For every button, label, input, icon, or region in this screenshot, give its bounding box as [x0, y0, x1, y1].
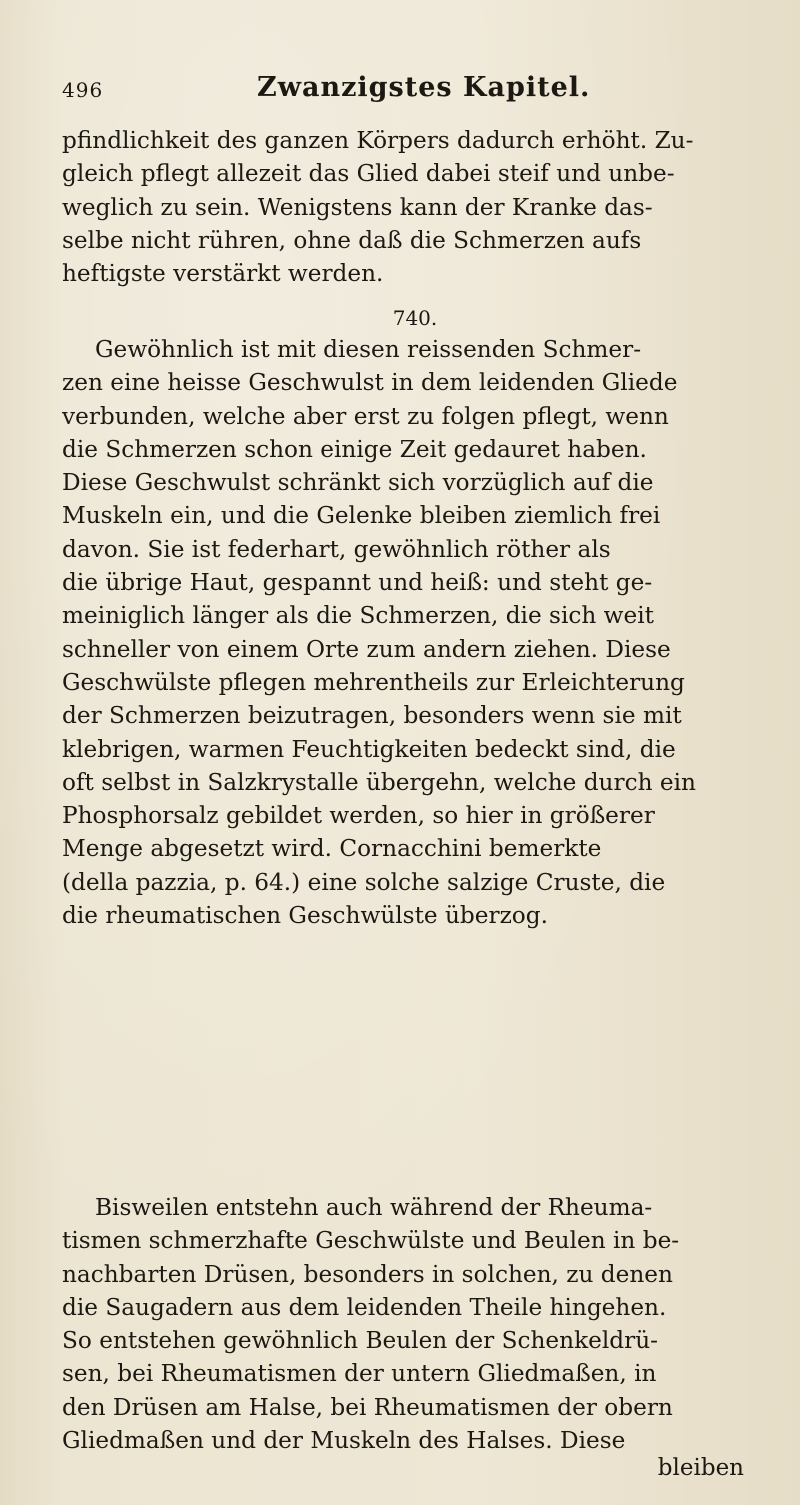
paragraph-2: [62, 333, 782, 932]
text-line: die Saugadern aus dem leidenden Theile hingehen.: [62, 1293, 667, 1321]
text-line: verbunden, welche aber erst zu folgen pflegt, wenn: [62, 402, 669, 430]
text-line: Gewöhnlich ist mit diesen reissenden Schmer-: [95, 336, 642, 363]
catchword: bleiben: [657, 1455, 744, 1481]
text-line: So entstehen gewöhnlich Beulen der Schenkeldrü-: [62, 1327, 658, 1355]
text-line: sen, bei Rheumatismen der untern Gliedmaßen, in: [62, 1360, 657, 1388]
text-line: schneller von einem Orte zum andern ziehen. Diese: [62, 635, 671, 663]
text-line: der Schmerzen beizutragen, besonders wenn sie mit: [62, 702, 682, 730]
paragraph-1: [62, 124, 782, 290]
page-header: [62, 72, 760, 112]
text-line: pfindlichkeit des ganzen Körpers dadurch erhöht. Zu-: [62, 127, 694, 154]
text-line: meiniglich länger als die Schmerzen, die sich weit: [62, 602, 654, 630]
text-line: klebrigen, warmen Feuchtigkeiten bedeckt sind, die: [62, 735, 676, 763]
text-line: selbe nicht rühren, ohne daß die Schmerzen aufs: [62, 226, 642, 254]
text-line: nachbarten Drüsen, besonders in solchen, zu denen: [62, 1260, 673, 1288]
text-line: zen eine heisse Geschwulst in dem leidenden Gliede: [62, 369, 678, 397]
text-line: Gliedmaßen und der Muskeln des Halses. Diese: [62, 1427, 626, 1455]
paragraph-3: [62, 1191, 782, 1457]
text-line: Muskeln ein, und die Gelenke bleiben ziemlich frei: [62, 502, 661, 530]
text-line: gleich pflegt allezeit das Glied dabei steif und unbe-: [62, 160, 675, 188]
running-title: Zwanzigstes Kapitel.: [257, 72, 591, 103]
text-line: Geschwülste pflegen mehrentheils zur Erleichterung: [62, 668, 685, 696]
text-line: die Schmerzen schon einige Zeit gedauret haben.: [62, 435, 647, 463]
text-line: Menge abgesetzt wird. Cornacchini bemerkte: [62, 835, 602, 863]
text-line: die übrige Haut, gespannt und heiß: und steht ge-: [62, 569, 653, 597]
text-line: Diese Geschwulst schränkt sich vorzüglich auf die: [62, 469, 654, 497]
text-line: heftigste verstärkt werden.: [62, 260, 384, 288]
text-line: Bisweilen entstehn auch während der Rheuma-: [95, 1194, 653, 1221]
text-line: Phosphorsalz gebildet werden, so hier in größerer: [62, 802, 655, 830]
section-number: 740.: [392, 306, 438, 330]
text-line: oft selbst in Salzkrystalle übergehn, welche durch ein: [62, 768, 696, 796]
text-line: tismen schmerzhafte Geschwülste und Beulen in be-: [62, 1227, 680, 1255]
text-line: die rheumatischen Geschwülste überzog.: [62, 902, 548, 930]
text-line: den Drüsen am Halse, bei Rheumatismen der obern: [62, 1393, 673, 1421]
page-number: 496: [62, 78, 104, 102]
text-line: davon. Sie ist federhart, gewöhnlich röther als: [62, 535, 611, 563]
text-line: weglich zu sein. Wenigstens kann der Kranke das-: [62, 193, 653, 221]
text-line: (della pazzia, p. 64.) eine solche salzige Cruste, die: [62, 868, 666, 896]
